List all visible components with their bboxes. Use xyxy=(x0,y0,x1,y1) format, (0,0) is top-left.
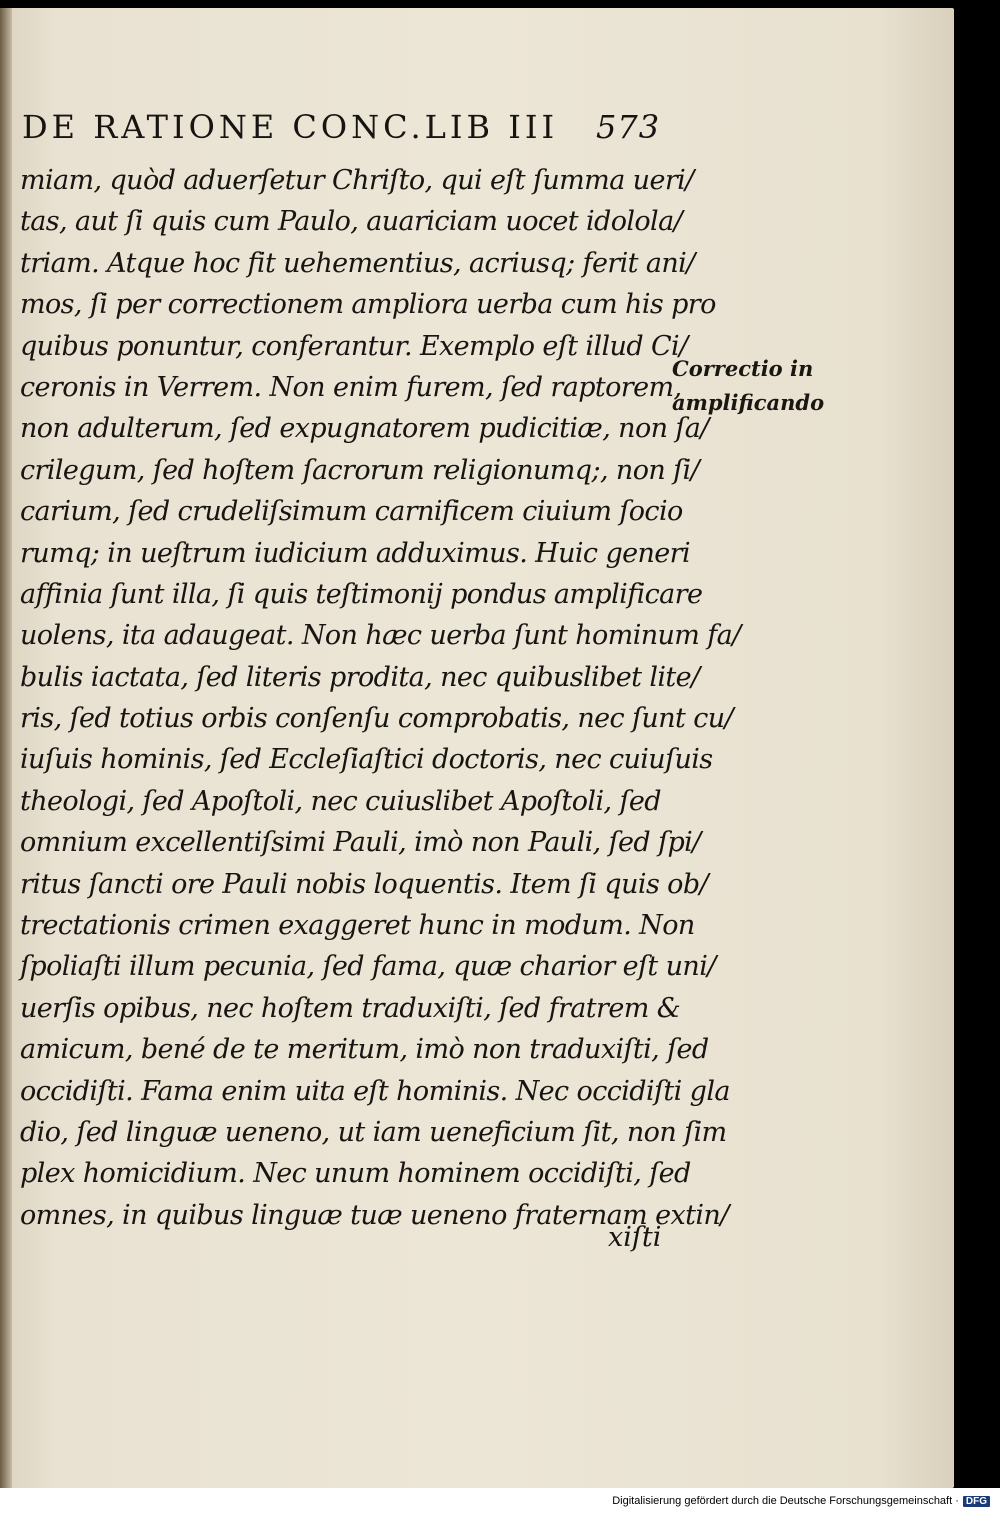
text-line: carium, ſed crudeliſsimum carnificem ciuium ſocio xyxy=(20,496,683,528)
text-line: uolens, ita adaugeat. Non hæc uerba ſunt hominum fa/ xyxy=(20,620,741,652)
text-line: ritus ſancti ore Pauli nobis loquentis. Item ſi quis ob/ xyxy=(20,868,709,900)
text-line: amicum, bené de te meritum, imò non traduxiſti, ſed xyxy=(20,1034,709,1066)
page-number: 573 xyxy=(596,108,661,146)
page-gutter-shadow xyxy=(0,8,12,1488)
text-line: triam. Atque hoc fit uehementius, acriusq; ferit ani/ xyxy=(20,247,695,279)
catchword: xiſti xyxy=(608,1222,662,1253)
text-line: rumq; in ueſtrum iudicium adduximus. Huic generi xyxy=(20,537,691,569)
marginal-note-line: Correctio in xyxy=(672,356,814,381)
text-line: bulis iactata, ſed literis prodita, nec quibuslibet lite/ xyxy=(20,661,700,693)
text-line: quibus ponuntur, conferantur. Exemplo eſt illud Ci/ xyxy=(20,330,688,362)
text-line: iuſuis hominis, ſed Eccleſiaſtici doctoris, nec cuiuſuis xyxy=(20,744,713,776)
text-line: trectationis crimen exaggeret hunc in modum. Non xyxy=(20,910,695,942)
text-line: mos, ſi per correctionem ampliora uerba cum his pro xyxy=(20,289,716,321)
funding-credit-text: Digitalisierung gefördert durch die Deutsche Forschungsgemeinschaft · xyxy=(612,1495,959,1507)
text-line: theologi, ſed Apoſtoli, nec cuiuslibet Apoſtoli, ſed xyxy=(20,785,661,817)
dfg-logo: DFG xyxy=(963,1496,990,1507)
text-line: tas, aut ſi quis cum Paulo, auariciam uocet idolola/ xyxy=(20,206,683,238)
text-line: crilegum, ſed hoſtem ſacrorum religionumq;, non ſi/ xyxy=(20,454,700,486)
text-line: occidiſti. Fama enim uita eſt hominis. Nec occidiſti gla xyxy=(20,1075,730,1107)
body-text xyxy=(20,160,741,1236)
marginal-note-line: amplificando xyxy=(672,390,825,415)
text-line: miam, quòd aduerſetur Chriſto, qui eſt ſumma ueri/ xyxy=(20,165,694,196)
running-head: DE RATIONE CONC.LIB III xyxy=(22,108,559,146)
funding-credit xyxy=(608,1494,994,1514)
text-line: ceronis in Verrem. Non enim furem, ſed raptorem, xyxy=(20,371,682,403)
text-line: affinia ſunt illa, ſi quis teſtimonij pondus amplificare xyxy=(20,578,703,610)
text-line: plex homicidium. Nec unum hominem occidiſti, ſed xyxy=(20,1158,691,1190)
text-line: ris, ſed totius orbis conſenſu comprobatis, nec ſunt cu/ xyxy=(20,703,734,735)
marginal-note xyxy=(672,352,832,420)
text-line: dio, ſed linguæ ueneno, ut iam ueneficium ſit, non ſim xyxy=(20,1116,727,1148)
text-line: omnes, in quibus linguæ tuæ ueneno fraternam extin/ xyxy=(20,1199,729,1231)
text-line: ſpoliaſti illum pecunia, ſed fama, quæ charior eſt uni/ xyxy=(20,951,716,983)
text-line: non adulterum, ſed expugnatorem pudicitiæ, non ſa/ xyxy=(20,413,709,445)
text-line: omnium excellentiſsimi Pauli, imò non Pauli, ſed ſpi/ xyxy=(20,827,701,859)
text-line: uerſis opibus, nec hoſtem traduxiſti, ſed fratrem & xyxy=(20,992,681,1024)
